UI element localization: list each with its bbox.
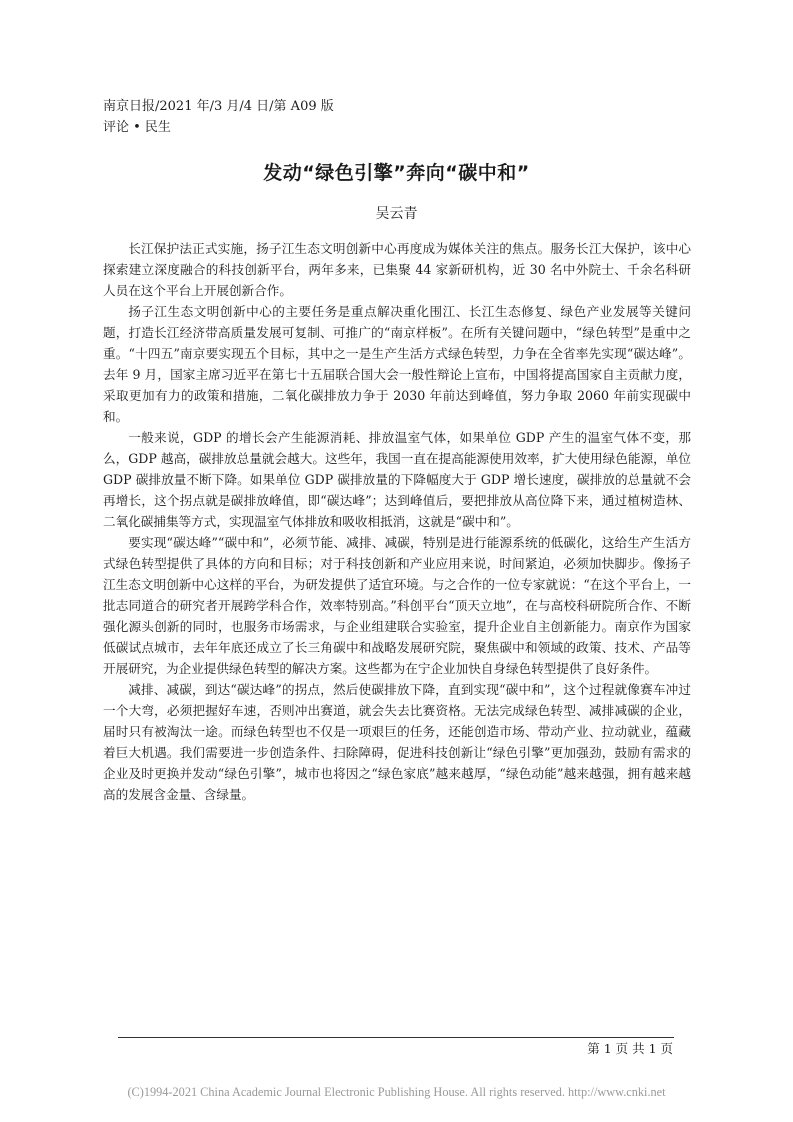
copyright-watermark: (C)1994-2021 China Academic Journal Electronic Publishing House. All rights reserved. http://www.cnki.net — [127, 1085, 666, 1099]
article-title: 发动“绿色引擎”奔向“碳中和” — [263, 162, 530, 184]
paragraph-3: 一般来说，GDP 的增长会产生能源消耗、排放温室气体，如果单位 GDP 产生的温室气体不变，那么，GDP 越高，碳排放总量就会越大。这些年，我国一直在提高能源使用效率，扩大使用绿色能源，单位 GDP 碳排放量不断下降。如果单位 GDP 碳排放量的下降幅度大于 GDP 增长速度，碳排放的总量就不会再增长，这个拐点就是碳排放峰值，即“碳达峰”；达到峰值后，要把排放从高位降下来，通过植树造林、二氧化碳捕集等方式，实现温室气体排放和吸收相抵消，这就是“碳中和”。 — [103, 430, 691, 529]
paragraph-1: 长江保护法正式实施，扬子江生态文明创新中心再度成为媒体关注的焦点。服务长江大保护，该中心探索建立深度融合的科技创新平台，两年多来，已集聚 44 家新研机构，近 30 名中外院士、千余名科研人员在这个平台上开展创新合作。 — [103, 241, 691, 298]
paragraph-4: 要实现“碳达峰”“碳中和”，必须节能、减排、减碳，特别是进行能源系统的低碳化，这给生产生活方式绿色转型提供了具体的方向和目标；对于科技创新和产业应用来说，时间紧迫，必须加快脚步。像扬子江生态文明创新中心这样的平台，为研发提供了适宜环境。与之合作的一位专家就说：“在这个平台上，一批志同道合的研究者开展跨学科合作，效率特别高。”科创平台“顶天立地”，在与高校科研院所合作、不断强化源头创新的同时，也服务市场需求，与企业组建联合实验室，提升企业自主创新能力。南京作为国家低碳试点城市，去年年底还成立了长三角碳中和战略发展研究院，聚焦碳中和领域的政策、技术、产品等开展研究，为企业提供绿色转型的解决方案。这些都为在宁企业加快自身绿色转型提供了良好条件。 — [103, 535, 691, 676]
source-line: 南京日报/2021 年/3 月/4 日/第 A09 版 — [103, 99, 334, 114]
footer-divider — [118, 1037, 674, 1038]
paragraph-5: 减排、减碳，到达“碳达峰”的拐点，然后使碳排放下降，直到实现“碳中和”，这个过程就像赛车冲过一个大弯，必须把握好车速，否则冲出赛道，就会失去比赛资格。无法完成绿色转型、减排减碳的企业，届时只有被淘汰一途。而绿色转型也不仅是一项艰巨的任务，还能创造市场、带动产业、拉动就业，蕴藏着巨大机遇。我们需要进一步创造条件、扫除障碍，促进科技创新让“绿色引擎”更加强劲，鼓励有需求的企业及时更换并发动“绿色引擎”，城市也将因之“绿色家底”越来越厚，“绿色动能”越来越强，拥有越来越高的发展含金量、含绿量。 — [103, 682, 691, 802]
column-label: 评论 • 民生 — [103, 120, 171, 135]
paragraph-2: 扬子江生态文明创新中心的主要任务是重点解决重化围江、长江生态修复、绿色产业发展等关键问题，打造长江经济带高质量发展可复制、可推广的“南京样板”。在所有关键问题中，“绿色转型”是重中之重。“十四五”南京要实现五个目标，其中之一是生产生活方式绿色转型，力争在全省率先实现“碳达峰”。去年 9 月，国家主席习近平在第七十五届联合国大会一般性辩论上宣布，中国将提高国家自主贡献力度，采取更加有力的政策和措施，二氧化碳排放力争于 2030 年前达到峰值，努力争取 2060 年前实现碳中和。 — [103, 304, 691, 424]
page-indicator: 第 1 页 共 1 页 — [587, 1041, 673, 1056]
article-author: 吴云青 — [375, 206, 418, 222]
article-body — [103, 238, 691, 805]
